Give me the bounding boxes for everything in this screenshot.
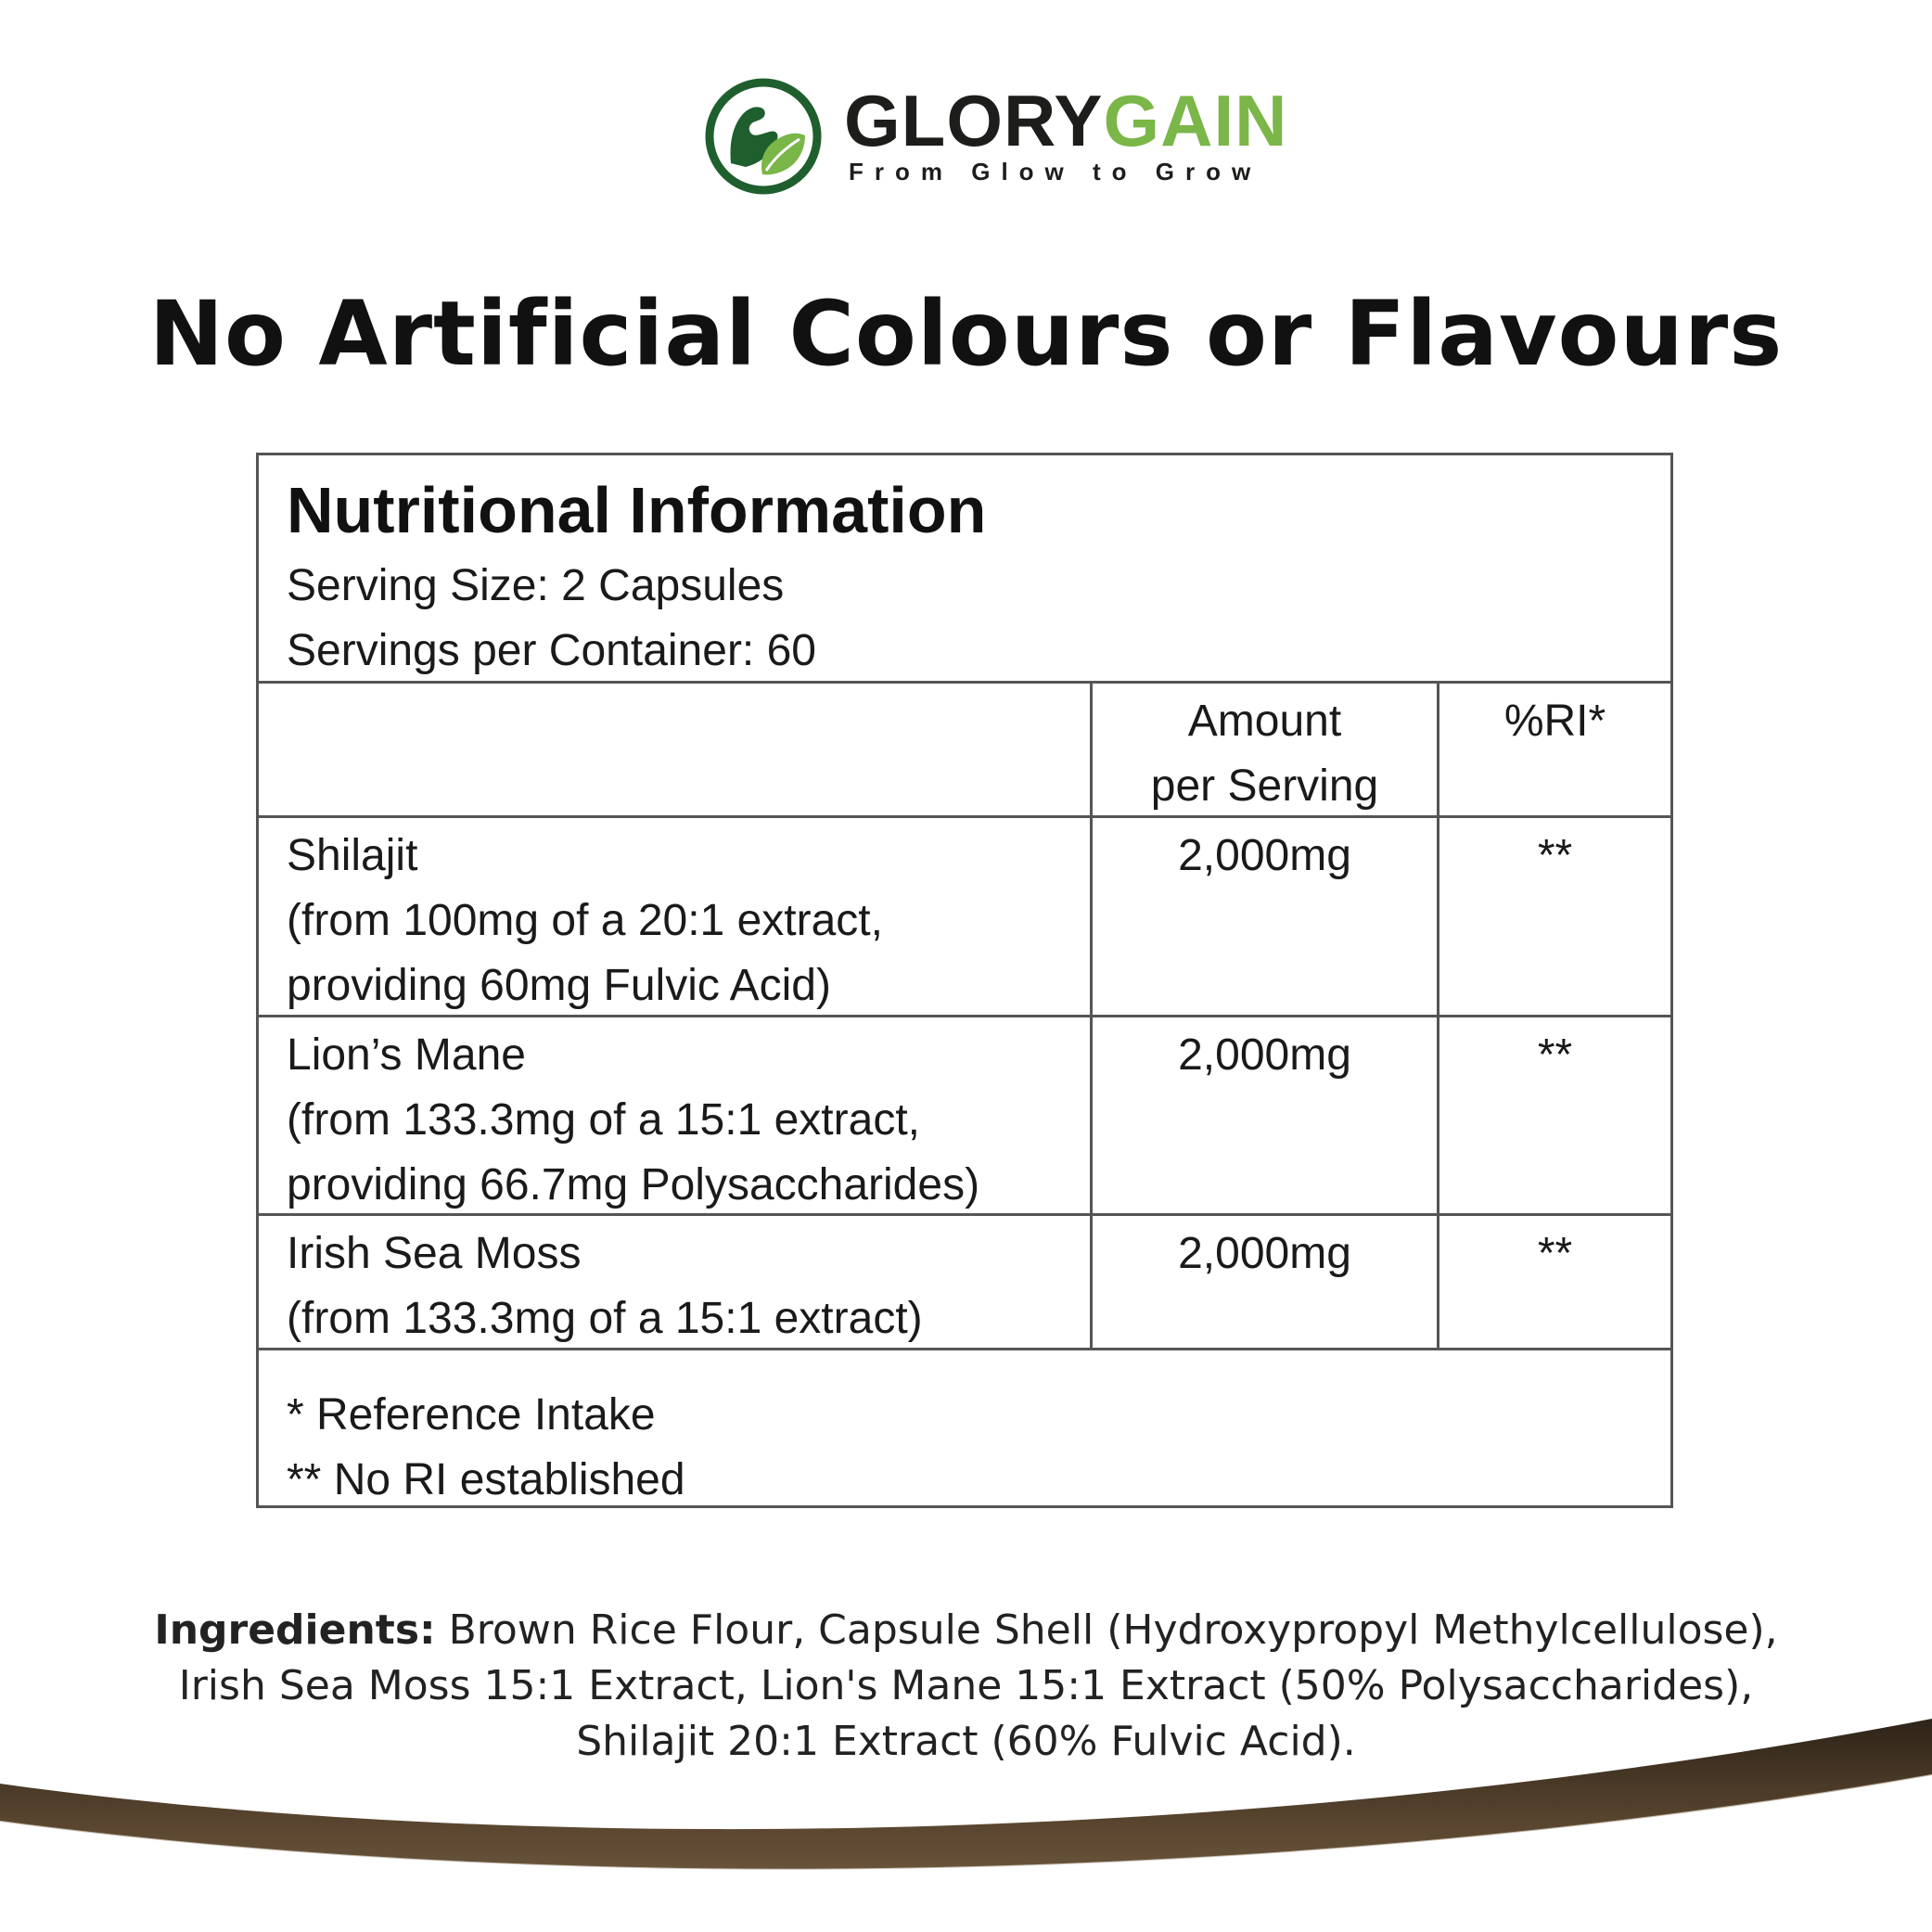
ingredients-line-2: Irish Sea Moss 15:1 Extract, Lion's Mane 15:1 Extract (50% Polysaccharides), bbox=[178, 1662, 1754, 1709]
ingredient-detail: (from 133.3mg of a 15:1 extract) bbox=[287, 1294, 923, 1343]
ingredients-line-3: Shilajit 20:1 Extract (60% Fulvic Acid). bbox=[576, 1718, 1356, 1765]
amount-cell bbox=[1090, 1216, 1437, 1348]
column-header-ri bbox=[1437, 684, 1670, 815]
ingredient-cell bbox=[259, 1017, 1090, 1213]
column-header-name bbox=[259, 684, 1090, 815]
ri-cell bbox=[1437, 818, 1670, 1015]
brand-name-gain: GAIN bbox=[1103, 80, 1288, 161]
nutrition-table bbox=[256, 453, 1673, 1508]
ingredients-list-part: Brown Rice Flour, Capsule Shell (Hydroxypropyl Methylcellulose), bbox=[448, 1606, 1778, 1654]
servings-per-container: Servings per Container: 60 bbox=[287, 626, 816, 675]
flexed-arm-leaf-icon bbox=[705, 78, 822, 195]
ingredient-name: Irish Sea Moss bbox=[287, 1229, 582, 1278]
amount-value: 2,000mg bbox=[1178, 1229, 1351, 1278]
bottom-wave-decoration bbox=[0, 1719, 1932, 1932]
ri-value: ** bbox=[1537, 1030, 1573, 1080]
ri-cell bbox=[1437, 1017, 1670, 1213]
ingredients-line-1 bbox=[93, 1603, 1839, 1658]
column-header-amount bbox=[1090, 684, 1437, 815]
amount-header-line2: per Serving bbox=[1150, 761, 1379, 811]
ingredient-detail: providing 60mg Fulvic Acid) bbox=[287, 961, 831, 1010]
amount-cell bbox=[1090, 818, 1437, 1015]
amount-value: 2,000mg bbox=[1178, 1030, 1351, 1080]
table-row bbox=[259, 1216, 1670, 1350]
footnote-reference-intake: * Reference Intake bbox=[287, 1390, 656, 1439]
amount-cell bbox=[1090, 1017, 1437, 1213]
table-row bbox=[259, 1017, 1670, 1216]
footnote-no-ri: ** No RI established bbox=[287, 1455, 685, 1504]
ingredient-detail: providing 66.7mg Polysaccharides) bbox=[287, 1160, 980, 1209]
brand-header bbox=[705, 74, 1288, 195]
nutrition-title: Nutritional Information bbox=[287, 474, 987, 546]
amount-header-line1: Amount bbox=[1187, 697, 1342, 746]
ingredient-name: Shilajit bbox=[287, 831, 418, 880]
amount-value: 2,000mg bbox=[1178, 831, 1351, 880]
brand-tagline: From Glow to Grow bbox=[849, 158, 1262, 186]
ingredient-detail: (from 100mg of a 20:1 extract, bbox=[287, 896, 883, 945]
ingredient-name: Lion’s Mane bbox=[287, 1030, 526, 1080]
ri-cell bbox=[1437, 1216, 1670, 1348]
table-row bbox=[259, 818, 1670, 1017]
ingredient-cell bbox=[259, 1216, 1090, 1348]
ri-header: %RI* bbox=[1503, 697, 1606, 746]
serving-size: Serving Size: 2 Capsules bbox=[287, 561, 785, 610]
nutrition-header bbox=[259, 455, 1670, 684]
brand-name-glory: GLORY bbox=[844, 80, 1104, 161]
page-headline: No Artificial Colours or Flavours bbox=[148, 282, 1784, 386]
ri-value: ** bbox=[1537, 1229, 1573, 1278]
ingredients-label: Ingredients: bbox=[154, 1606, 436, 1654]
brand-name bbox=[844, 74, 1287, 167]
ingredient-detail: (from 133.3mg of a 15:1 extract, bbox=[287, 1095, 920, 1145]
column-header-row bbox=[259, 684, 1670, 818]
ri-value: ** bbox=[1537, 831, 1573, 880]
ingredient-cell bbox=[259, 818, 1090, 1015]
